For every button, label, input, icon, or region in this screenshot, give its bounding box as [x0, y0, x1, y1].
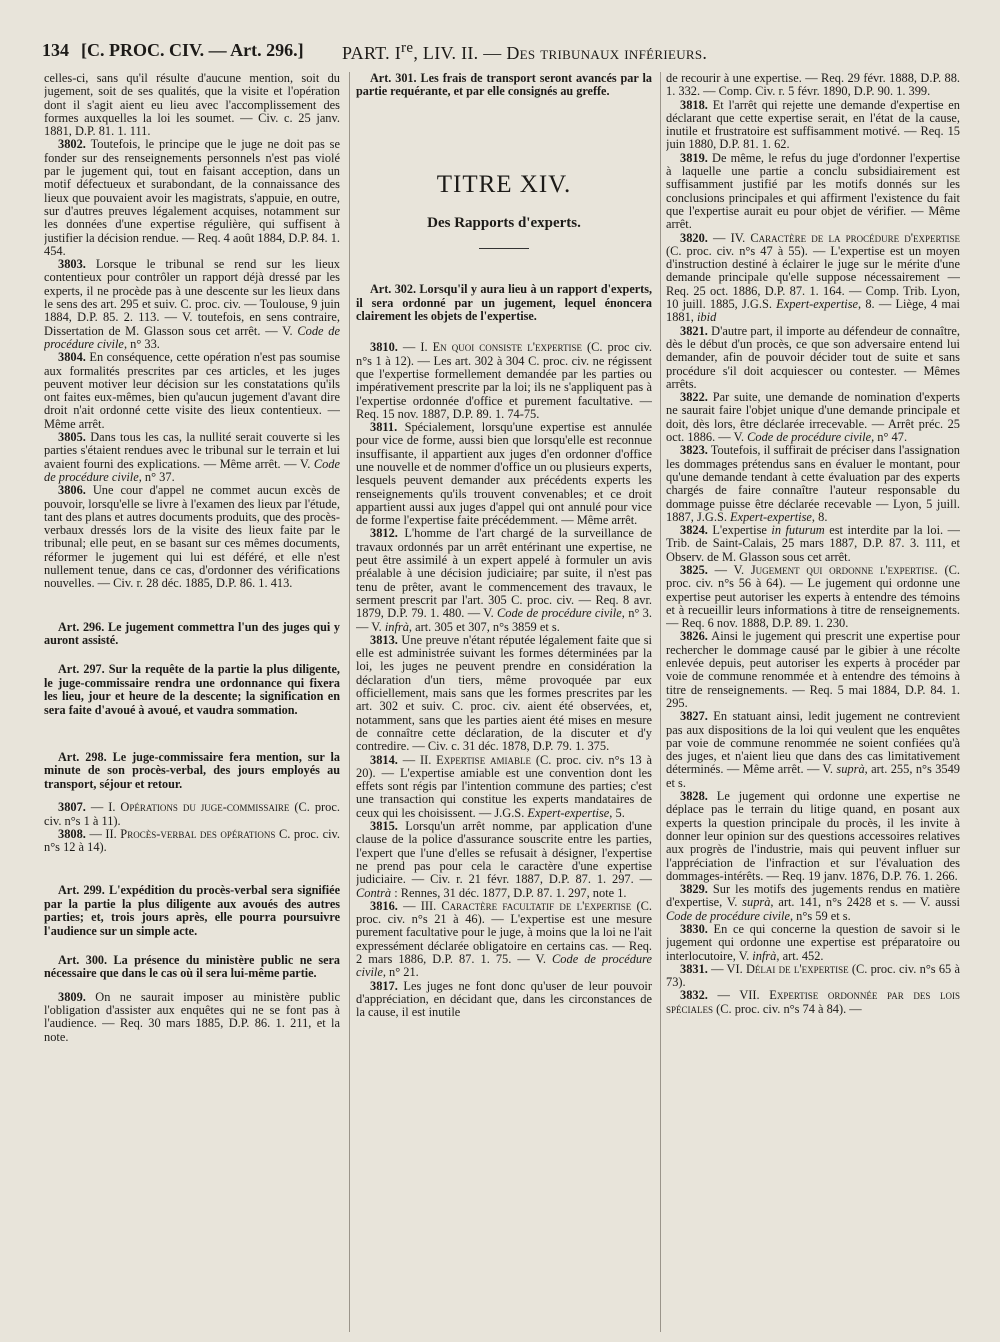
paragraph-text: (C. proc. civ. n°s 13 à 20). — L'expertise amiable est une convention dont les effets sont régis par l'intention commune des parties; c'est une transaction qui constitue les experts mandataires de ceux qui les choisissent. — J.G.S.	[356, 752, 652, 820]
article-text: Lorsqu'il y aura lieu à un rapport d'experts, il sera ordonné par un jugement, lequel énoncera clairement les objets de l'expertise.	[356, 282, 652, 323]
paragraph-text: , art. 452.	[776, 948, 824, 963]
paragraph-3828	[666, 790, 960, 883]
paragraph-text: — II.	[85, 826, 121, 841]
paragraph-number: 3806.	[58, 483, 86, 498]
paragraph-text: Par suite, une demande de nomination d'experts ne saurait faire l'objet unique d'une demande principale et doit, dès lors, être déclarée irrecevable. — Arrêt préc. 25 oct. 1886. — V.	[666, 390, 960, 445]
paragraph-3832	[666, 989, 960, 1016]
paragraph-number: 3807.	[58, 800, 86, 815]
paragraph-text: — VI.	[707, 961, 746, 976]
paragraph-3805	[44, 431, 340, 484]
paragraph-number: 3821.	[680, 323, 708, 338]
paragraph-number: 3802.	[58, 137, 86, 152]
paragraph-3802	[44, 138, 340, 258]
paragraph-text: — II.	[397, 752, 437, 767]
article-text: Les frais de transport seront avancés par la partie requérante, et par elle consignés au greffe.	[356, 72, 652, 99]
paragraph-number: 3829.	[680, 882, 708, 897]
paragraph-number: 3813.	[370, 632, 398, 647]
paragraph-3811	[356, 421, 652, 527]
citation: Contrà	[356, 885, 392, 900]
paragraph-3818	[666, 99, 960, 152]
paragraph-number: 3809.	[58, 989, 86, 1004]
paragraph-number: 3815.	[370, 819, 398, 834]
header-right-part: PART. I	[342, 43, 402, 63]
paragraph-3807	[44, 801, 340, 828]
section-heading: Caractère facultatif de l'expertise	[441, 898, 632, 913]
paragraph-text: (C. proc. civ. n°s 74 à 84). —	[713, 1001, 862, 1016]
paragraph-3820	[666, 232, 960, 325]
paragraph-number: 3817.	[370, 978, 398, 993]
paragraph-text: , n° 3. — V.	[356, 606, 652, 634]
paragraph-3823	[666, 444, 960, 524]
section-heading: Procès-verbal des opérations	[120, 826, 276, 841]
citation: in futurum	[771, 523, 825, 538]
paragraph-text: , n°s 59 et s.	[789, 908, 851, 923]
paragraph-text: (C. proc civ. n°s 1 à 12). — Les art. 302 à 304 C. proc. civ. ne régissent que l'expertise formellement demandée par les parties ou impérativement prescrite par la loi; ils ne s'appliquent pas à l'expertise ordonnée d'office et purement facultative. — Req. 15 nov. 1887, D.P. 89. 1. 74-75.	[356, 340, 652, 421]
article-label: Art. 296.	[58, 619, 105, 634]
paragraph-text: Une cour d'appel ne commet aucun excès de pouvoir, lorsqu'elle se livre à l'examen des lieux par l'étude, tant des plans et autres documents produits, que des procès-verbaux dressés lors de la visite des lieux faite par le tribunal; elle peut, en se basant sur ces mêmes documents, réformer le jugement qui lui est déféré, et elle n'est nullement tenue, dans ce cas, d'ordonner des vérifications nouvelles. — Civ. r. 28 déc. 1885, D.P. 86. 1. 413.	[44, 483, 340, 591]
paragraph-text: (C. proc. civ. n°s 21 à 46). — L'expertise est une mesure purement facultative pour le juge, à moins que la loi ne l'ait expressément déclarée obligatoire en certains cas. — Req. 2 mars 1886, D.P. 87. 1. 75. — V.	[356, 898, 652, 966]
paragraph-text: — I.	[397, 340, 433, 355]
section-heading: Opérations du juge-commissaire	[120, 800, 290, 815]
paragraph-text: , art. 305 et 307, n°s 3859 et s.	[408, 619, 560, 634]
paragraph-text: Toutefois, le principe que le juge ne doit pas se fonder sur des renseignements personnels n'est pas violé par le jugement qui, tout en faisant acception, dans un motif défectueux et surabondant, de la connaissance des lieux que pouvaient avoir les magistrats, s'appuie, en outre, sur d'autres preuves légalement acquises, notamment sur les données d'une expertise régulière, qui suffisent à justifier la décision rendue. — Req. 4 août 1884, D.P. 84. 1. 454.	[44, 137, 340, 258]
paragraph-3822	[666, 391, 960, 444]
paragraph-number: 3810.	[370, 340, 398, 355]
paragraph-text: En statuant ainsi, ledit jugement ne contrevient pas aux dispositions de la loi qui veulent que les enquêtes par voie de commune renommée ne soient confiées qu'à des juges, et n'aient lieu que dans des cas limitativement déterminés. — Même arrêt. — V.	[666, 709, 960, 777]
paragraph-3831	[666, 963, 960, 990]
article-297	[44, 663, 340, 717]
citation: Expert-expertise	[527, 805, 610, 820]
paragraph-number: 3823.	[680, 443, 708, 458]
paragraph-3819	[666, 152, 960, 232]
paragraph-text: Une preuve n'étant réputée légalement faite que si elle est administrée suivant les formes déterminées par la loi, les juges ne peuvent prendre en considération la déclaration d'un tiers, même provoquée par eux officiellement, mais sans que les formes prescrites par les art. 302 et suiv. C. proc. civ. aient été observées, et, notamment, sans que les parties aient été mises en mesure de connaître cette déclaration, de la discuter et d'y contredire. — Civ. c. 31 déc. 1878, D.P. 79. 1. 375.	[356, 632, 652, 754]
citation: Expert-expertise	[730, 509, 812, 524]
paragraph-number: 3826.	[680, 629, 708, 644]
paragraph-text: Ainsi le jugement qui prescrit une expertise pour rechercher le dommage causé par le gibier à une récolte enlevée depuis, peut autoriser les experts à procéder par voie de commune renommée et à entendre des témoins à titre de renseignements. — Req. 5 mai 1884, D.P. 84. 1. 295.	[666, 629, 960, 710]
header-left: [C. PROC. CIV. — Art. 296.]	[81, 40, 304, 60]
paragraph-text: , n° 37.	[138, 469, 175, 484]
citation: Expert-expertise	[776, 297, 859, 312]
paragraph-3824	[666, 524, 960, 564]
paragraph-number: 3812.	[370, 526, 398, 541]
article-text: Sur la requête de la partie la plus diligente, le juge-commissaire rendra une ordonnance qui fixera les lieu, jour et heure de la descente; la signification en sera faite d'avoué à avoué, et vaudra sommation.	[44, 662, 340, 717]
title-subheading: Des Rapports d'experts.	[427, 214, 581, 231]
paragraph-text: — III.	[397, 898, 442, 913]
paragraph-number: 3808.	[58, 826, 86, 841]
paragraph-text: Les juges ne font donc qu'user de leur pouvoir d'appréciation, en décidant que, dans les circonstances de la cause, il est inutile	[356, 978, 652, 1020]
paragraph-text: De même, le refus du juge d'ordonner l'expertise à laquelle une partie a conclu subsidiairement est suffisamment justifié par les motifs donnés sur les conclusions principales et qui affirment l'existence du fait que l'expertise aurait eu pour objet de vérifier. — Même arrêt.	[666, 150, 960, 232]
paragraph-text: En conséquence, cette opération n'est pas soumise aux formalités prescrites par ces articles, et les juges peuvent motiver leur décision sur les constatations qu'ils ont faites eux-mêmes, bien qu'aucun jugement d'avant dire droit n'ait ordonné cette visite des lieux contentieux. — Même arrêt.	[44, 350, 340, 431]
paragraph-3806	[44, 484, 340, 590]
paragraph-text: Toutefois, il suffirait de préciser dans l'assignation les dommages prétendus sans en évaluer le montant, pour qu'une demande tendant à cette évaluation par des experts chargés de faire connaître l'auteur responsable du dommage puisse être déclarée recevable — Lyon, 5 juill. 1887, J.G.S.	[666, 443, 960, 524]
article-label: Art. 301.	[370, 72, 417, 85]
paragraph-text: , n° 47.	[871, 430, 908, 445]
article-text: Le juge-commissaire fera mention, sur la minute de son procès-verbal, des jours employés au transport, séjour et retour.	[44, 750, 340, 791]
paragraph-3814	[356, 754, 652, 820]
section-heading: Caractère de la procédure d'expertise	[750, 230, 960, 245]
paragraph-text: est interdite par la loi. — Trib. de Saint-Calais, 25 mars 1887, D.P. 87. 3. 111, et Observ. de M. Glasson sous cet arrêt.	[666, 523, 960, 564]
paragraph-number: 3816.	[370, 898, 398, 913]
paragraph-text: Lorsqu'un arrêt nomme, par application d'une clause de la police d'assurance souscrite entre les parties, l'expert que l'une d'elles se refusait à désigner, l'expertise ne prend pas pour cela le caractère d'une expertise judiciaire. — Civ. r. 21 févr. 1887, D.P. 87. 1. 297. —	[356, 819, 652, 887]
article-text: La présence du ministère public ne sera nécessaire que dans le cas où il sera lui-même partie.	[44, 953, 340, 981]
divider	[479, 248, 529, 249]
paragraph-3826	[666, 630, 960, 710]
paragraph-3810	[356, 341, 652, 421]
paragraph-number: 3827.	[680, 709, 708, 724]
paragraph-number: 3814.	[370, 752, 398, 767]
header-right	[342, 40, 707, 64]
article-label: Art. 300.	[58, 953, 108, 968]
paragraph-text: D'autre part, il importe au défendeur de connaître, dès le début d'un procès, ce que son adversaire entend lui demander, afin de pouvoir décider tout de suite et sans procédure s'il doit acquiescer ou contester. — Mêmes arrêts.	[666, 323, 960, 391]
article-298	[44, 751, 340, 791]
paragraph-number: 3824.	[680, 523, 708, 538]
paragraph-3829	[666, 883, 960, 923]
paragraph-number: 3825.	[680, 562, 708, 577]
article-299	[44, 884, 340, 938]
paragraph-text: , n° 21.	[382, 965, 419, 980]
paragraph-text: On ne saurait imposer au ministère public l'obligation d'assister aux enquêtes qui ne se font pas à l'audience. — Req. 30 mars 1885, D.P. 86. 1. 211, et la note.	[44, 989, 340, 1044]
column-left	[44, 72, 340, 1340]
citation: Code de procédure civile	[44, 323, 340, 351]
article-301	[356, 72, 652, 99]
header-right-sup: re	[401, 40, 414, 56]
paragraph-text: , 8.	[811, 509, 828, 524]
paragraph-3817	[356, 980, 652, 1020]
article-300	[44, 954, 340, 981]
paragraph-text: C. proc. civ. n°s 12 à 14).	[44, 826, 340, 855]
paragraph-number: 3820.	[680, 230, 708, 245]
paragraph-3816	[356, 900, 652, 980]
paragraph-text: Et l'arrêt qui rejette une demande d'expertise en déclarant que cette expertise serait, en l'état de la cause, inutile et frustratoire est suffisamment motivé. — Req. 15 juin 1880, D.P. 81. 1. 62.	[666, 97, 960, 152]
citation: Code de procédure civile	[356, 951, 652, 980]
paragraph-number: 3819.	[680, 150, 708, 165]
header-right-part: , LIV. II. —	[413, 43, 507, 63]
paragraph-text: En ce qui concerne la question de savoir si le jugement qui ordonne une expertise est préparatoire ou interlocutoire, V.	[666, 922, 960, 963]
paragraph-text: Lorsque le tribunal se rend sur les lieux contentieux pour contrôler un rapport déjà dressé par les experts, il ne procède pas à une descente sur les lieux dans le sens des art. 295 et suiv. C. proc. civ. — Toulouse, 9 juin 1884, D.P. 85. 2. 113. — V. toutefois, en sens contraire, Dissertation de M. Glasson sous cet arrêt. — V.	[44, 257, 340, 338]
citation: infrà	[752, 948, 777, 963]
paragraph-text: Dans tous les cas, la nullité serait couverte si les parties s'étaient rendues avec le tribunal sur le terrain et lui avaient fourni des explications. — Même arrêt. — V.	[44, 430, 340, 471]
paragraph-number: 3822.	[680, 390, 708, 405]
paragraph-text: — IV.	[707, 230, 751, 245]
page-number: 134	[42, 40, 69, 60]
paragraph-3808	[44, 828, 340, 855]
citation: suprà	[836, 762, 865, 777]
article-text: Le jugement commettra l'un des juges qui y auront assisté.	[44, 619, 340, 647]
header-right-title: Des tribunaux inférieurs.	[506, 43, 708, 63]
article-label: Art. 297.	[58, 662, 105, 677]
paragraph-text: . (C. proc. civ. n°s 56 à 64). — Le jugement qui ordonne une expertise peut autoriser les experts à entendre des témoins et à recueillir leurs informations à titre de renseignements. — Req. 6 nov. 1888, D.P. 89. 1. 230.	[666, 562, 960, 631]
section-heading: Expertise ordonnée par des lois spéciales	[666, 988, 960, 1016]
paragraph-3813	[356, 634, 652, 754]
section-heading: Délai de l'expertise	[745, 961, 849, 976]
paragraph-text: : Rennes, 31 déc. 1877, D.P. 87. 1. 297, note 1.	[391, 885, 627, 900]
section-heading: Jugement qui ordonne l'expertise	[750, 562, 935, 577]
paragraph-text: (C. proc. civ. n°s 1 à 11).	[44, 800, 340, 828]
paragraph-3815	[356, 820, 652, 900]
title-heading: TITRE XIV.	[436, 170, 572, 198]
paragraph-3825	[666, 564, 960, 630]
citation: Code de procédure civile	[747, 430, 872, 445]
paragraph-text: L'homme de l'art chargé de la surveillance de travaux ordonnés par un arrêt entérinant une expertise, ne peut être assimilé à un expert appelé à formuler un avis préalable à une décision judiciaire; par suite, il n'est pas tenu de prêter, avant le commencement des travaux, le serment prescrit par l'art. 305 C. proc. civ. — Req. 8 avr. 1879, D.P. 79. 1. 480. — V.	[356, 526, 652, 621]
article-label: Art. 302.	[370, 282, 417, 297]
paragraph-text: Spécialement, lorsqu'une expertise est annulée pour vice de forme, aussi bien que lorsqu'elle est reconnue insuffisante, il appartient aux juges d'en ordonner d'office une nouvelle et de nommer d'office un ou plusieurs experts, lesquels peuvent demander aux précédents experts les renseignements qu'ils trouvent convenables; et ce droit appartient aussi aux juges d'appel qui ont annulé pour vice de forme l'expertise faite précédemment. — Même arrêt.	[356, 420, 652, 528]
paragraph-text: Sur les motifs des jugements rendus en matière d'expertise, V.	[666, 882, 960, 910]
paragraph-3804	[44, 351, 340, 431]
paragraph-number: 3831.	[680, 961, 708, 976]
paragraph-text: — V.	[707, 562, 751, 577]
article-296	[44, 621, 340, 648]
paragraph-3827	[666, 710, 960, 790]
paragraph-number: 3811.	[370, 420, 398, 435]
paragraph-text: , n° 33.	[123, 336, 160, 351]
paragraph-text: , art. 255, n°s 3549 et s.	[666, 762, 960, 790]
paragraph-text: , 8. — Liège, 4 mai 1881,	[666, 297, 960, 325]
paragraph-3809	[44, 991, 340, 1044]
running-header	[42, 40, 957, 66]
paragraph-3821	[666, 325, 960, 391]
paragraph-3803	[44, 258, 340, 351]
paragraph-number: 3805.	[58, 430, 86, 445]
paragraph-text: (C. proc. civ. n°s 47 à 55). — L'expertise est un moyen d'instruction destiné à éclairer le juge sur le mérite d'une demande principale qu'elle suppose nécessairement — Req. 25 oct. 1886, D.P. 87. 1. 164. — Comp. Trib. Lyon, 10 juill. 1885, J.G.S.	[666, 243, 960, 312]
section-heading: En quoi consiste l'expertise	[432, 340, 582, 355]
section-heading: Expertise amiable	[436, 752, 532, 767]
column-rule	[660, 72, 661, 1332]
article-label: Art. 299.	[58, 883, 105, 898]
column-rule	[349, 72, 350, 1332]
column-middle	[356, 72, 652, 1340]
article-text: L'expédition du procès-verbal sera signifiée par la partie la plus diligente aux avoués des autres parties; et, trois jours après, elle pourra poursuivre l'audience sur un simple acte.	[44, 883, 340, 938]
paragraph-number: 3832.	[680, 988, 708, 1003]
column-right	[666, 72, 960, 1340]
paragraph-text: (C. proc. civ. n°s 65 à 73).	[666, 961, 960, 990]
citation: suprà	[742, 895, 771, 910]
citation: Code de procédure civile	[666, 908, 790, 923]
paragraph-number: 3803.	[58, 257, 86, 272]
paragraph: de recourir à une expertise. — Req. 29 févr. 1888, D.P. 88. 1. 332. — Comp. Civ. r. 5 févr. 1890, D.P. 90. 1. 399.	[666, 72, 960, 99]
paragraph-number: 3828.	[680, 789, 708, 804]
paragraph-text: — VII.	[707, 988, 770, 1003]
citation: ibid	[696, 310, 717, 325]
citation: infrà	[384, 619, 409, 634]
citation: Code de procédure civile	[44, 456, 340, 484]
paragraph-3830	[666, 923, 960, 963]
paragraph-text: , 5.	[609, 805, 625, 820]
paragraph-number: 3830.	[680, 922, 708, 936]
paragraph-text: , art. 141, n°s 2428 et s. — V. aussi	[770, 895, 960, 910]
article-label: Art. 298.	[58, 750, 107, 765]
citation: Code de procédure civile	[497, 606, 622, 621]
paragraph: celles-ci, sans qu'il résulte d'aucune mention, soit du jugement, soit de ses qualités, que la visite et l'opération dont il s'agit aient eu lieu avec l'accomplissement des formes auxquelles la loi les soumet. — Civ. c. 25 janv. 1881, D.P. 81. 1. 111.	[44, 72, 340, 139]
paragraph-number: 3818.	[680, 97, 708, 112]
paragraph-number: 3804.	[58, 350, 86, 365]
article-302	[356, 283, 652, 323]
paragraph-text: — I.	[85, 800, 121, 815]
paragraph-text: Le jugement qui ordonne une expertise ne déplace pas le terrain du litige quand, en posant aux experts la question principale du procès, il les invite à donner leur opinion sur des questions accessoires relatives aux progrès de l'industrie, mais qui peuvent influer sur l'appréciation de l'infraction et sur l'évaluation des dommages-intérêts. — Req. 19 janv. 1876, D.P. 76. 1. 266.	[666, 789, 960, 883]
paragraph-3812	[356, 527, 652, 633]
paragraph-text: L'expertise	[707, 523, 772, 538]
